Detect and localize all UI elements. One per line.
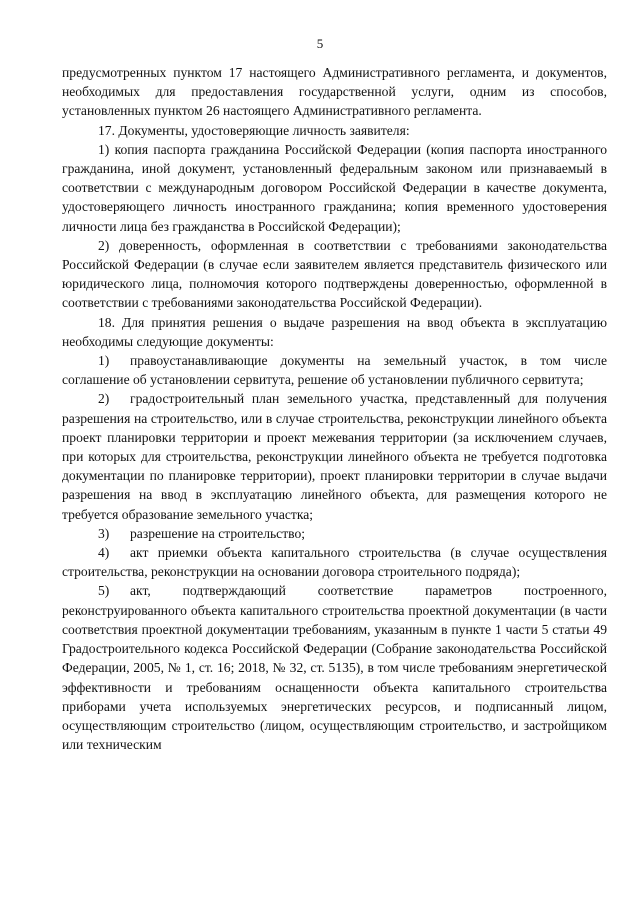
list-item-text: правоустанавливающие документы на земельный участок, в том числе соглашение об установлении сервитута, решение об установлении публичного сервитута;	[62, 353, 607, 388]
paragraph-18-heading: 18. Для принятия решения о выдаче разрешения на ввод объекта в эксплуатацию необходимы следующие документы:	[62, 314, 607, 349]
document-body	[62, 63, 607, 754]
list-item	[62, 351, 607, 389]
paragraph-17-item-1: 1) копия паспорта гражданина Российской Федерации (копия паспорта иностранного гражданина, иной документ, установленный федеральным законом или признаваемый в соответствии с международным договором Российской Федерации в качестве документа, удостоверяющего личность иностранного гражданина; копия временного удостоверения личности лица без гражданства в Российской Федерации);	[62, 141, 607, 234]
list-item-text: разрешение на строительство;	[130, 525, 306, 541]
page-number: 5	[316, 36, 324, 51]
list-item-text: акт приемки объекта капитального строительства (в случае осуществления строительства, реконструкции на основании договора строительного подряда);	[62, 545, 607, 580]
paragraph-17-heading: 17. Документы, удостоверяющие личность заявителя:	[98, 122, 410, 138]
list-item-text: акт, подтверждающий соответствие параметров построенного, реконструированного объекта капитального строительства проектной документации (в части соответствия проектной документации требованиям, указанным в пункте 1 части 5 статьи 49 Градостроительного кодекса Российской Федерации (Собрание законодательства Российской Федерации, 2005, № 1, ст. 16; 2018, № 32, ст. 5135), в том числе требованиям энергетической эффективности и требованиям оснащенности объекта капитального строительства приборами учета используемых энергетических ресурсов, и подписанный лицом, осуществляющим строительство (лицом, осуществляющим строительство, и застройщиком или техническим	[62, 583, 607, 753]
list-item-number: 4)	[98, 545, 110, 561]
list-item-number: 3)	[98, 525, 110, 541]
list-item-number: 5)	[98, 583, 110, 599]
list-item-number: 2)	[98, 391, 110, 407]
list-item	[62, 543, 607, 581]
list-item	[62, 581, 607, 754]
list-item-number: 1)	[98, 353, 110, 369]
list-item	[62, 389, 607, 523]
list-item-text: градостроительный план земельного участка, представленный для получения разрешения на строительство, или в случае строительства, реконструкции линейного объекта проект планировки территории и проект межевания территории (за исключением случаев, при которых для строительства, реконструкции линейного объекта не требуется подготовка документации по планировке территории), проект планировки территории в случае выдачи разрешения на ввод в эксплуатацию линейного объекта, для размещения которого не требуется образование земельного участка;	[62, 391, 607, 522]
paragraph-17-item-2: 2) доверенность, оформленная в соответствии с требованиями законодательства Российской Федерации (в случае если заявителем является представитель физического или юридического лица, полномочия которого подтверждены доверенностью, оформленной в соответствии с требованиями законодательства Российской Федерации).	[62, 237, 607, 311]
list-item	[62, 524, 607, 543]
paragraph-continuation: предусмотренных пунктом 17 настоящего Административного регламента, и документов, необходимых для предоставления государственной услуги, одним из способов, установленных пунктом 26 настоящего Административного регламента.	[62, 65, 607, 119]
